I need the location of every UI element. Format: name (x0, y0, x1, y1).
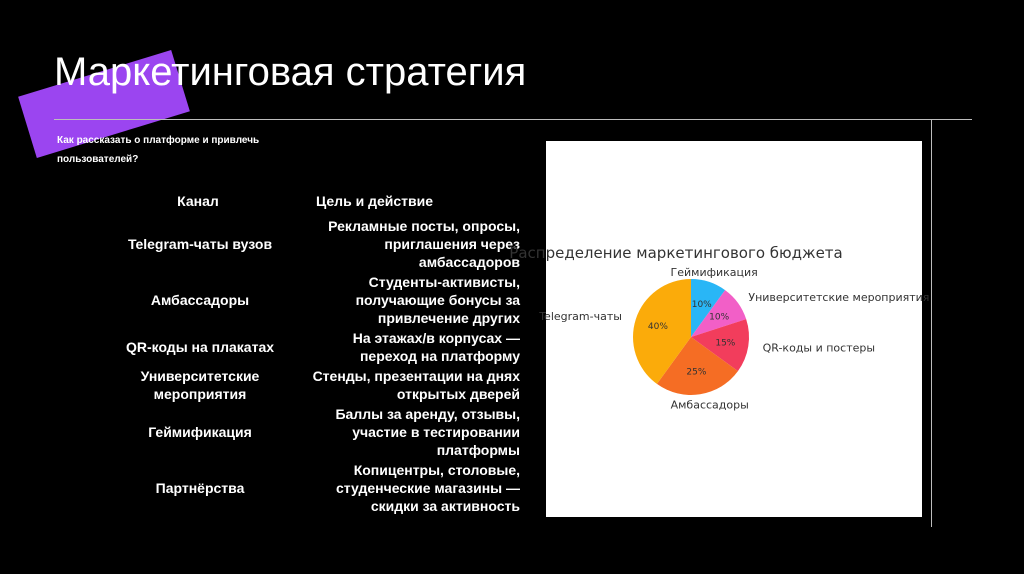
channel-cell: Telegram-чаты вузов (127, 236, 273, 252)
channel-cell: QR-коды на плакатах (125, 339, 275, 355)
pie-category-label: Амбассадоры (670, 398, 749, 412)
goal-cell: Студенты-активисты, получающие бонусы за привлечение других (355, 274, 520, 326)
slide-subtitle: Как рассказать о платформе и привлечь пользователей? (57, 135, 260, 165)
pie-category-label: QR-коды и постеры (762, 341, 876, 355)
channel-cell: Амбассадоры (150, 292, 250, 308)
pie-category-label: Геймификация (670, 265, 758, 279)
goal-cell: Копицентры, столовые, студенческие магазины — скидки за активность (336, 462, 520, 514)
pie-percent-label: 25% (686, 367, 707, 378)
title-divider (54, 119, 972, 120)
channels-table (112, 190, 530, 516)
pie-chart-svg (509, 141, 930, 517)
pie-slices (633, 279, 749, 395)
goal-cell: Рекламные посты, опросы, приглашения через амбассадоров (328, 218, 520, 270)
table-row (112, 366, 530, 404)
vertical-divider (931, 119, 932, 527)
column-header-channel: Канал (177, 193, 219, 209)
pie-percent-label: 10% (691, 299, 712, 310)
goal-cell: Стенды, презентации на днях открытых дверей (312, 368, 520, 402)
table-row (112, 404, 530, 460)
pie-percent-label: 40% (647, 322, 668, 333)
table-row (112, 272, 530, 328)
pie-percent-label: 10% (709, 312, 730, 323)
goal-cell: Баллы за аренду, отзывы, участие в тестировании платформы (335, 406, 520, 458)
channel-cell: Партнёрства (155, 480, 245, 496)
channel-cell: Университетские мероприятия (140, 368, 260, 402)
pie-percent-label: 15% (715, 338, 736, 349)
channel-cell: Геймификация (148, 424, 252, 440)
column-header-goal: Цель и действие (316, 193, 433, 209)
pie-labels (538, 266, 929, 412)
table-row (112, 216, 530, 272)
table-row (112, 328, 530, 366)
chart-title: Распределение маркетингового бюджета (509, 244, 843, 262)
goal-cell: На этажах/в корпусах — переход на платформу (352, 330, 520, 364)
table-row (112, 460, 530, 516)
table-header-row (112, 190, 530, 216)
pie-category-label: Telegram-чаты (539, 309, 622, 323)
budget-pie-chart (509, 141, 930, 517)
slide-title: Маркетинговая стратегия (54, 50, 527, 94)
pie-category-label: Университетские мероприятия (748, 290, 930, 304)
